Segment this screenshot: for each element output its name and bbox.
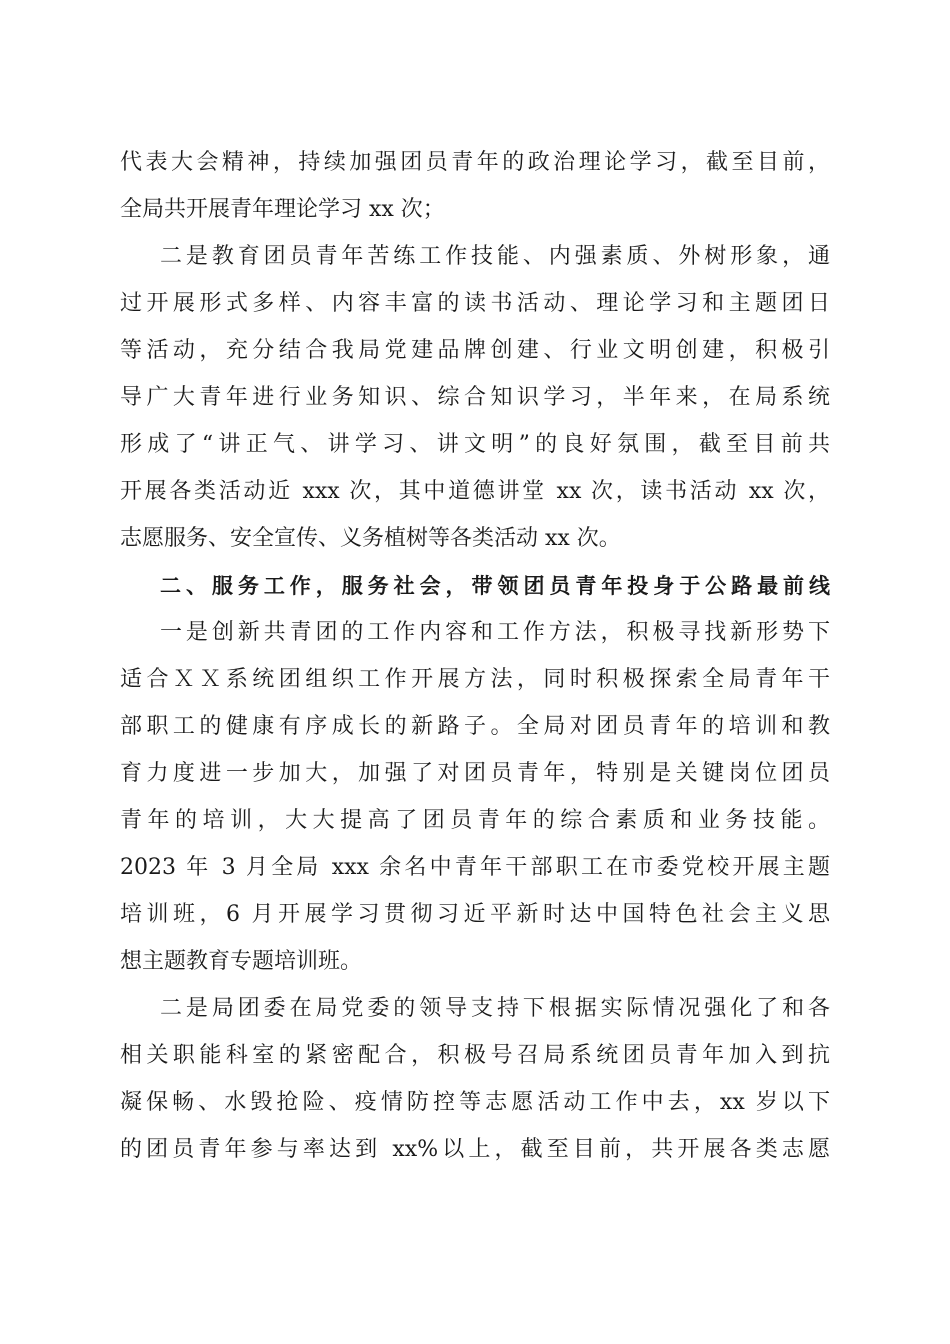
paragraph-line: 过开展形式多样、内容丰富的读书活动、理论学习和主题团日 bbox=[120, 291, 830, 316]
section-heading: 二、服务工作，服务社会，带领团员青年投身于公路最前线 bbox=[160, 574, 830, 598]
paragraph-line: 全局共开展青年理论学习 xx 次； bbox=[120, 197, 445, 222]
paragraph-line: 导广大青年进行业务知识、综合知识学习，半年来，在局系统 bbox=[120, 385, 830, 410]
paragraph-line: 二是局团委在局党委的领导支持下根据实际情况强化了和各 bbox=[160, 996, 830, 1021]
paragraph-line: 培训班，6 月开展学习贯彻习近平新时达中国特色社会主义思 bbox=[120, 902, 830, 927]
paragraph-line: 凝保畅、水毁抢险、疫情防控等志愿活动工作中去，xx 岁以下 bbox=[120, 1090, 830, 1115]
paragraph-line: 2023 年 3 月全局 xxx 余名中青年干部职工在市委党校开展主题 bbox=[120, 855, 830, 880]
paragraph-line: 开展各类活动近 xxx 次，其中道德讲堂 xx 次，读书活动 xx 次， bbox=[120, 479, 830, 504]
paragraph-line: 代表大会精神，持续加强团员青年的政治理论学习，截至目前， bbox=[120, 150, 830, 175]
paragraph-line: 相关职能科室的紧密配合，积极号召局系统团员青年加入到抗 bbox=[120, 1043, 830, 1068]
paragraph-line: 部职工的健康有序成长的新路子。全局对团员青年的培训和教 bbox=[120, 714, 830, 739]
paragraph-line: 适合ＸＸ系统团组织工作开展方法，同时积极探索全局青年干 bbox=[120, 667, 830, 692]
paragraph-line: 形成了“讲正气、讲学习、讲文明”的良好氛围，截至目前共 bbox=[120, 432, 830, 457]
paragraph-line: 育力度进一步加大，加强了对团员青年，特别是关键岗位团员 bbox=[120, 761, 830, 786]
paragraph-line: 二是教育团员青年苦练工作技能、内强素质、外树形象，通 bbox=[160, 244, 830, 269]
paragraph-line: 青年的培训，大大提高了团员青年的综合素质和业务技能。 bbox=[120, 808, 830, 833]
paragraph-line: 的团员青年参与率达到 xx%以上，截至目前，共开展各类志愿 bbox=[120, 1137, 830, 1162]
paragraph-line: 等活动，充分结合我局党建品牌创建、行业文明创建，积极引 bbox=[120, 338, 830, 363]
paragraph-line: 志愿服务、安全宣传、义务植树等各类活动 xx 次。 bbox=[120, 526, 621, 551]
paragraph-line: 一是创新共青团的工作内容和工作方法，积极寻找新形势下 bbox=[160, 620, 830, 645]
paragraph-line: 想主题教育专题培训班。 bbox=[120, 949, 363, 974]
